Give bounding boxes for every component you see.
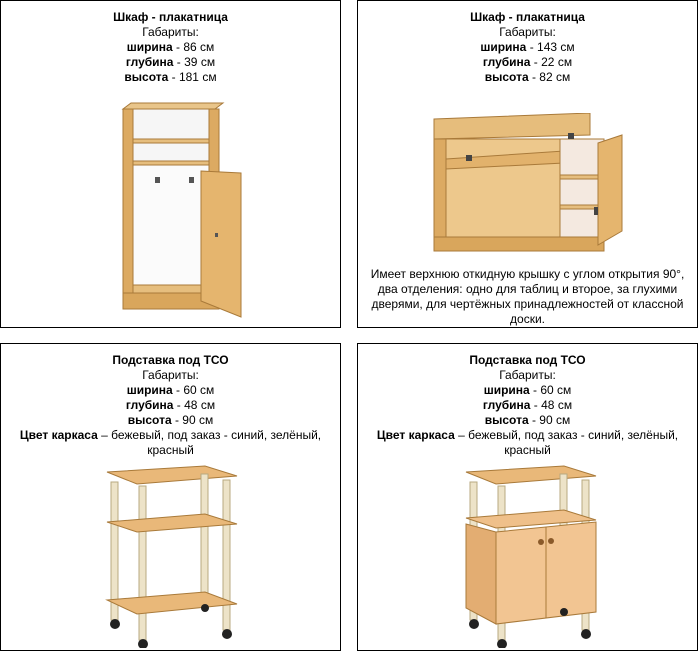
dimension-value: - 22 см bbox=[530, 55, 573, 69]
dimension-name: высота bbox=[484, 413, 529, 427]
dimension-value: - 60 см bbox=[529, 383, 572, 397]
dimension-value: - 48 см bbox=[173, 398, 216, 412]
product-card-poster-cabinet-1 bbox=[0, 0, 341, 328]
product-card-av-stand-1 bbox=[0, 343, 341, 651]
product-card-av-stand-2 bbox=[357, 343, 698, 651]
dimension-name: глубина bbox=[125, 398, 174, 412]
dimension-height bbox=[358, 70, 697, 85]
dimensions-label: Габариты: bbox=[142, 368, 199, 382]
dimensions-label: Габариты: bbox=[499, 368, 556, 382]
frame-color-value: – бежевый, под заказ - синий, зелёный, красный bbox=[97, 428, 322, 457]
product-title: Шкаф - плакатница bbox=[113, 10, 228, 24]
frame-color bbox=[1, 428, 340, 458]
dimension-name: глубина bbox=[125, 55, 174, 69]
dimension-depth bbox=[1, 55, 340, 70]
dimensions-label: Габариты: bbox=[499, 25, 556, 39]
dimension-value: - 60 см bbox=[172, 383, 215, 397]
product-image-tall-cabinet bbox=[119, 101, 249, 321]
dimension-depth bbox=[358, 55, 697, 70]
card-header bbox=[1, 10, 340, 85]
dimension-width bbox=[358, 383, 697, 398]
dimension-name: ширина bbox=[480, 40, 527, 54]
product-image-stand-with-cabinet bbox=[460, 462, 602, 648]
product-title: Подставка под ТСО bbox=[112, 353, 229, 367]
dimension-value: - 181 см bbox=[168, 70, 217, 84]
dimension-name: высота bbox=[127, 413, 172, 427]
dimension-value: - 86 см bbox=[172, 40, 215, 54]
dimension-depth bbox=[1, 398, 340, 413]
product-image-wide-cabinet bbox=[430, 113, 630, 259]
dimension-name: ширина bbox=[126, 383, 173, 397]
dimension-width bbox=[1, 40, 340, 55]
dimension-height bbox=[358, 413, 697, 428]
dimension-name: ширина bbox=[126, 40, 173, 54]
dimension-height bbox=[1, 70, 340, 85]
dimension-name: глубина bbox=[482, 55, 531, 69]
product-image-open-stand bbox=[101, 462, 243, 648]
dimension-name: высота bbox=[484, 70, 529, 84]
card-header bbox=[1, 353, 340, 458]
product-description: Имеет верхнюю откидную крышку с углом открытия 90°, два отделения: одно для таблиц и второе, за глухими дверями, для чертёжных принадлежностей от классной доски. bbox=[370, 267, 685, 326]
dimension-value: - 82 см bbox=[528, 70, 571, 84]
dimension-width bbox=[358, 40, 697, 55]
frame-color bbox=[358, 428, 697, 458]
dimension-value: - 143 см bbox=[526, 40, 575, 54]
card-header bbox=[358, 353, 697, 458]
dimension-name: высота bbox=[124, 70, 169, 84]
dimensions-label: Габариты: bbox=[142, 25, 199, 39]
dimension-width bbox=[1, 383, 340, 398]
frame-color-value: – бежевый, под заказ - синий, зелёный, красный bbox=[454, 428, 679, 457]
product-card-poster-cabinet-2 bbox=[357, 0, 698, 328]
dimension-name: глубина bbox=[482, 398, 531, 412]
dimension-value: - 39 см bbox=[173, 55, 216, 69]
dimension-value: - 90 см bbox=[528, 413, 571, 427]
product-title: Шкаф - плакатница bbox=[470, 10, 585, 24]
dimension-name: ширина bbox=[483, 383, 530, 397]
dimension-value: - 48 см bbox=[530, 398, 573, 412]
dimension-value: - 90 см bbox=[171, 413, 214, 427]
product-title: Подставка под ТСО bbox=[469, 353, 586, 367]
dimension-depth bbox=[358, 398, 697, 413]
frame-color-label: Цвет каркаса bbox=[376, 428, 455, 442]
frame-color-label: Цвет каркаса bbox=[19, 428, 98, 442]
card-header bbox=[358, 10, 697, 85]
dimension-height bbox=[1, 413, 340, 428]
